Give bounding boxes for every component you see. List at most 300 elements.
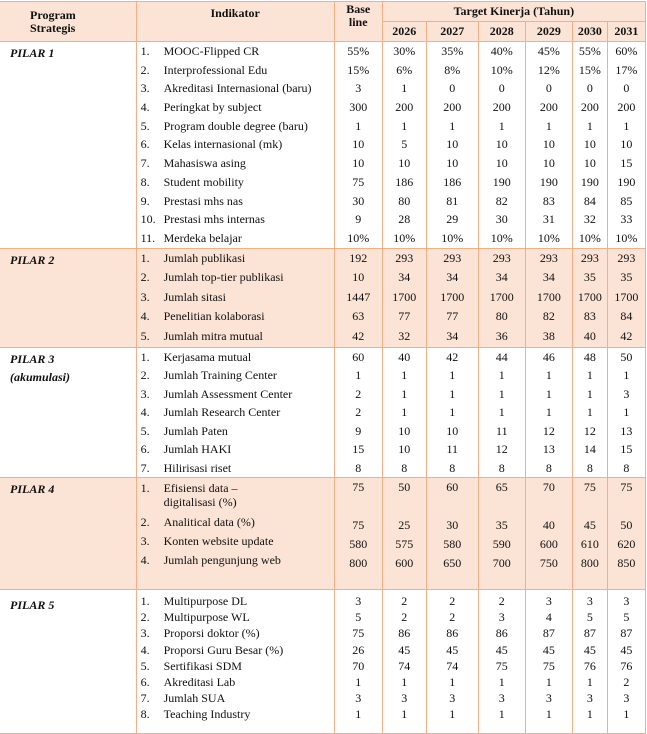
target-value: 87 bbox=[583, 626, 596, 641]
target-values-2031 bbox=[607, 478, 645, 590]
baseline-value: 30 bbox=[352, 193, 365, 208]
indikator-item bbox=[137, 706, 334, 722]
target-value: 10 bbox=[583, 137, 596, 152]
target-value: 190 bbox=[580, 174, 599, 189]
baseline-value: 10 bbox=[352, 137, 365, 152]
target-value: 84 bbox=[620, 309, 633, 324]
target-value: 293 bbox=[443, 250, 462, 265]
target-value: 0 bbox=[449, 81, 456, 96]
target-value: 200 bbox=[617, 100, 636, 115]
indikator-item bbox=[137, 593, 334, 609]
indikator-item bbox=[137, 307, 334, 327]
indikator-label: Program double degree (baru) bbox=[163, 118, 308, 133]
target-value: 10% bbox=[490, 62, 513, 77]
target-value: 1 bbox=[401, 675, 408, 689]
baseline-value: 75 bbox=[352, 626, 365, 641]
indikator-item bbox=[137, 42, 334, 61]
indikator-item bbox=[137, 625, 334, 641]
target-value: 13 bbox=[542, 442, 555, 457]
target-value: 10 bbox=[398, 423, 411, 438]
target-value: 610 bbox=[580, 537, 599, 552]
baseline-value: 300 bbox=[349, 100, 368, 115]
header-program-strategis: Program Strategis bbox=[0, 2, 136, 42]
header-year-2030: 2030 bbox=[572, 22, 607, 42]
indikator-number: 2. bbox=[140, 270, 150, 285]
target-value: 32 bbox=[398, 328, 411, 343]
target-value: 80 bbox=[495, 309, 508, 324]
target-value: 77 bbox=[398, 309, 411, 324]
target-value: 1 bbox=[449, 368, 456, 383]
target-values-2026 bbox=[382, 590, 426, 734]
baseline-value: 1 bbox=[355, 675, 362, 689]
target-value: 0 bbox=[586, 81, 593, 96]
target-value: 86 bbox=[446, 626, 459, 641]
target-value: 45 bbox=[620, 642, 633, 657]
indikator-label: Penelitian kolaborasi bbox=[163, 309, 265, 324]
indikator-label: Jumlah Research Center bbox=[163, 405, 281, 420]
target-value: 17% bbox=[615, 62, 638, 77]
baseline-value: 10 bbox=[352, 270, 365, 285]
target-value: 15 bbox=[620, 156, 633, 171]
baseline-value: 63 bbox=[352, 309, 365, 324]
indikator-number: 7. bbox=[140, 691, 150, 706]
target-value: 200 bbox=[580, 100, 599, 115]
baseline-value: 55% bbox=[347, 44, 370, 58]
target-value: 1 bbox=[545, 405, 552, 420]
indikator-label: Sertifikasi SDM bbox=[163, 658, 242, 673]
target-value: 293 bbox=[617, 250, 636, 265]
target-value: 3 bbox=[498, 610, 505, 625]
target-value: 1700 bbox=[536, 289, 561, 304]
indikator-label: Analitical data (%) bbox=[163, 515, 255, 530]
indikator-label: Akreditasi Lab bbox=[163, 675, 236, 689]
target-value: 1 bbox=[498, 707, 505, 722]
indikator-label: Jumlah SUA bbox=[163, 691, 226, 706]
target-value: 10 bbox=[398, 156, 411, 171]
target-value: 31 bbox=[542, 212, 555, 227]
baseline-value: 3 bbox=[355, 81, 362, 96]
target-value: 1 bbox=[449, 118, 456, 133]
target-value: 1 bbox=[449, 707, 456, 722]
target-value: 1 bbox=[623, 368, 630, 383]
baseline-value: 1 bbox=[355, 707, 362, 722]
target-value: 600 bbox=[395, 556, 414, 571]
target-value: 190 bbox=[539, 174, 558, 189]
target-value: 35 bbox=[583, 270, 596, 285]
indikator-label: Konten website update bbox=[163, 534, 274, 549]
target-value: 35% bbox=[441, 44, 464, 58]
indikator-item bbox=[137, 249, 334, 269]
target-value: 84 bbox=[583, 193, 596, 208]
target-values-2030 bbox=[572, 248, 607, 347]
indikator-label: Multipurpose WL bbox=[163, 610, 250, 625]
target-value: 2 bbox=[401, 594, 408, 609]
target-values-2028 bbox=[478, 42, 525, 249]
target-value: 35 bbox=[620, 270, 633, 285]
target-value: 293 bbox=[580, 250, 599, 265]
pilar-name bbox=[0, 347, 136, 478]
target-value: 1 bbox=[623, 118, 630, 133]
target-value: 40 bbox=[542, 518, 555, 533]
indikator-label: Teaching Industry bbox=[163, 707, 251, 722]
target-value: 1 bbox=[401, 118, 408, 133]
target-value: 75 bbox=[495, 658, 508, 673]
target-value: 42 bbox=[620, 328, 633, 343]
baseline-value: 60 bbox=[352, 349, 365, 364]
target-value: 1 bbox=[545, 386, 552, 401]
target-value: 40 bbox=[398, 349, 411, 364]
indikator-label: Jumlah Assessment Center bbox=[163, 386, 293, 401]
baseline-value: 15% bbox=[347, 62, 370, 77]
target-value: 1 bbox=[586, 386, 593, 401]
indikator-number: 11. bbox=[140, 230, 156, 245]
target-value: 65 bbox=[495, 480, 508, 495]
target-value: 200 bbox=[492, 100, 511, 115]
indikator-item bbox=[137, 348, 334, 367]
indikator-item bbox=[137, 440, 334, 459]
baseline-value: 1 bbox=[355, 118, 362, 133]
header-indikator: Indikator bbox=[136, 2, 334, 42]
target-value: 1 bbox=[586, 707, 593, 722]
target-value: 30 bbox=[495, 212, 508, 227]
indikator-item bbox=[137, 288, 334, 308]
indikator-number: 7. bbox=[140, 460, 150, 475]
target-value: 10 bbox=[446, 156, 459, 171]
target-value: 6% bbox=[396, 62, 413, 77]
header-year-2029: 2029 bbox=[525, 22, 572, 42]
target-value: 40% bbox=[490, 44, 513, 58]
target-value: 1 bbox=[623, 707, 630, 722]
indikator-item bbox=[137, 173, 334, 192]
target-values-2029 bbox=[525, 248, 572, 347]
indikator-number: 7. bbox=[140, 156, 150, 171]
target-value: 82 bbox=[495, 193, 508, 208]
target-value: 5 bbox=[401, 137, 408, 152]
indikator-label: Jumlah publikasi bbox=[163, 250, 246, 265]
target-value: 8 bbox=[586, 460, 593, 475]
indikator-number: 6. bbox=[140, 442, 150, 457]
indikator-item bbox=[137, 642, 334, 658]
target-value: 5 bbox=[586, 610, 593, 625]
target-value: 1 bbox=[498, 405, 505, 420]
baseline-value: 75 bbox=[352, 480, 365, 495]
target-value: 1 bbox=[401, 707, 408, 722]
target-value: 29 bbox=[446, 212, 459, 227]
target-value: 11 bbox=[496, 423, 508, 438]
indikator-number: 1. bbox=[140, 250, 150, 265]
indikator-item bbox=[137, 61, 334, 80]
target-value: 87 bbox=[542, 626, 555, 641]
target-value: 1 bbox=[498, 675, 505, 689]
indikator-number: 8. bbox=[140, 174, 150, 189]
indikator-item bbox=[137, 478, 334, 515]
indikator-number: 9. bbox=[140, 193, 150, 208]
target-value: 1 bbox=[449, 675, 456, 689]
target-value: 293 bbox=[539, 250, 558, 265]
target-value: 1700 bbox=[577, 289, 602, 304]
indikator-label: Jumlah HAKI bbox=[163, 442, 232, 457]
target-value: 76 bbox=[583, 658, 596, 673]
indikator-item bbox=[137, 79, 334, 98]
target-value: 35 bbox=[495, 518, 508, 533]
indikator-label: Prestasi mhs internas bbox=[163, 212, 265, 227]
target-value: 1700 bbox=[392, 289, 417, 304]
indikator-label: Mahasiswa asing bbox=[163, 156, 246, 171]
baseline-value: 75 bbox=[352, 174, 365, 189]
target-values-2029 bbox=[525, 347, 572, 478]
target-value: 1 bbox=[586, 405, 593, 420]
target-value: 4 bbox=[545, 610, 552, 625]
target-value: 85 bbox=[620, 193, 633, 208]
target-value: 700 bbox=[492, 556, 511, 571]
target-values-2026 bbox=[382, 347, 426, 478]
target-value: 2 bbox=[498, 594, 505, 609]
target-value: 2 bbox=[449, 610, 456, 625]
target-value: 620 bbox=[617, 537, 636, 552]
indikator-label: Akreditasi Internasional (baru) bbox=[163, 81, 312, 96]
target-value: 3 bbox=[545, 691, 552, 706]
target-value: 1 bbox=[545, 675, 552, 689]
target-value: 3 bbox=[498, 691, 505, 706]
pilar-name bbox=[0, 248, 136, 347]
target-kinerja-table bbox=[0, 1, 646, 734]
header-year-2031: 2031 bbox=[607, 22, 645, 42]
target-value: 30% bbox=[393, 44, 416, 58]
target-values-2029 bbox=[525, 478, 572, 590]
target-value: 86 bbox=[495, 626, 508, 641]
target-value: 45 bbox=[446, 642, 459, 657]
target-value: 75 bbox=[620, 480, 633, 495]
indikator-item bbox=[137, 459, 334, 478]
target-value: 50 bbox=[398, 480, 411, 495]
target-values-2027 bbox=[426, 248, 478, 347]
target-value: 800 bbox=[580, 556, 599, 571]
pilar-subtitle: (akumulasi) bbox=[10, 369, 71, 384]
target-value: 8 bbox=[449, 460, 456, 475]
target-values-2027 bbox=[426, 590, 478, 734]
target-value: 10% bbox=[615, 230, 638, 245]
baseline-values bbox=[334, 248, 382, 347]
target-values-2030 bbox=[572, 590, 607, 734]
indikator-number: 5. bbox=[140, 118, 150, 133]
target-value: 5 bbox=[623, 610, 630, 625]
target-value: 74 bbox=[446, 658, 459, 673]
baseline-value: 3 bbox=[355, 691, 362, 706]
baseline-values bbox=[334, 478, 382, 590]
target-value: 10 bbox=[542, 156, 555, 171]
indikator-item bbox=[137, 658, 334, 674]
indikator-label: Jumlah Paten bbox=[163, 423, 228, 438]
target-value: 186 bbox=[395, 174, 414, 189]
target-value: 74 bbox=[398, 658, 411, 673]
target-value: 45 bbox=[542, 642, 555, 657]
target-value: 0 bbox=[498, 81, 505, 96]
target-value: 1700 bbox=[440, 289, 465, 304]
target-value: 10 bbox=[398, 442, 411, 457]
indikator-number: 1. bbox=[140, 481, 150, 496]
target-value: 80 bbox=[398, 193, 411, 208]
indikator-list bbox=[136, 590, 334, 734]
target-value: 293 bbox=[492, 250, 511, 265]
target-value: 60 bbox=[446, 480, 459, 495]
pilar-row bbox=[0, 248, 646, 347]
target-values-2028 bbox=[478, 347, 525, 478]
indikator-number: 6. bbox=[140, 137, 150, 152]
baseline-values bbox=[334, 590, 382, 734]
target-value: 45 bbox=[583, 518, 596, 533]
target-value: 186 bbox=[443, 174, 462, 189]
target-value: 44 bbox=[495, 349, 508, 364]
pilar-row bbox=[0, 590, 646, 734]
indikator-label: Interprofessional Edu bbox=[163, 62, 268, 77]
indikator-item bbox=[137, 268, 334, 288]
target-value: 60% bbox=[615, 44, 638, 58]
target-value: 8 bbox=[623, 460, 630, 475]
indikator-label: Prestasi mhs nas bbox=[163, 193, 243, 208]
baseline-value: 192 bbox=[349, 250, 368, 265]
target-value: 580 bbox=[443, 537, 462, 552]
target-value: 0 bbox=[623, 81, 630, 96]
indikator-label: Multipurpose DL bbox=[163, 594, 248, 609]
target-value: 32 bbox=[583, 212, 596, 227]
baseline-value: 5 bbox=[355, 610, 362, 625]
target-value: 1 bbox=[623, 405, 630, 420]
indikator-item bbox=[137, 117, 334, 136]
target-value: 10 bbox=[542, 137, 555, 152]
target-value: 34 bbox=[542, 270, 555, 285]
target-value: 1 bbox=[586, 118, 593, 133]
target-value: 3 bbox=[545, 594, 552, 609]
indikator-item bbox=[137, 690, 334, 706]
baseline-value: 9 bbox=[355, 423, 362, 438]
baseline-value: 75 bbox=[352, 518, 365, 533]
indikator-label: Student mobility bbox=[163, 174, 244, 189]
target-values-2030 bbox=[572, 347, 607, 478]
target-values-2027 bbox=[426, 478, 478, 590]
indikator-number: 8. bbox=[140, 707, 150, 722]
target-value: 10 bbox=[446, 423, 459, 438]
target-value: 13 bbox=[620, 423, 633, 438]
target-value: 34 bbox=[446, 328, 459, 343]
indikator-list bbox=[136, 478, 334, 590]
target-value: 1 bbox=[498, 368, 505, 383]
target-value: 8% bbox=[444, 62, 461, 77]
indikator-item bbox=[137, 609, 334, 625]
baseline-value: 1 bbox=[355, 368, 362, 383]
indikator-label: Jumlah top-tier publikasi bbox=[163, 270, 284, 285]
indikator-number: 4. bbox=[140, 553, 150, 568]
target-value: 190 bbox=[492, 174, 511, 189]
indikator-list bbox=[136, 248, 334, 347]
baseline-value: 26 bbox=[352, 642, 365, 657]
target-value: 10 bbox=[495, 156, 508, 171]
target-value: 2 bbox=[449, 594, 456, 609]
target-value: 77 bbox=[446, 309, 459, 324]
target-value: 46 bbox=[542, 349, 555, 364]
pilar-row bbox=[0, 42, 646, 249]
target-value: 12 bbox=[495, 442, 508, 457]
target-value: 1 bbox=[586, 675, 593, 689]
target-value: 10% bbox=[441, 230, 464, 245]
target-values-2026 bbox=[382, 42, 426, 249]
indikator-number: 5. bbox=[140, 658, 150, 673]
target-value: 76 bbox=[620, 658, 633, 673]
target-value: 50 bbox=[620, 518, 633, 533]
target-value: 8 bbox=[545, 460, 552, 475]
indikator-number: 3. bbox=[140, 386, 150, 401]
baseline-value: 42 bbox=[352, 328, 365, 343]
pilar-name bbox=[0, 478, 136, 590]
header-target-kinerja: Target Kinerja (Tahun) bbox=[382, 2, 645, 22]
target-value: 2 bbox=[623, 675, 630, 689]
target-value: 50 bbox=[620, 349, 633, 364]
target-value: 750 bbox=[539, 556, 558, 571]
target-value: 1 bbox=[401, 368, 408, 383]
target-values-2026 bbox=[382, 248, 426, 347]
target-value: 33 bbox=[620, 212, 633, 227]
target-value: 45 bbox=[495, 642, 508, 657]
target-value: 3 bbox=[449, 691, 456, 706]
target-value: 1 bbox=[498, 118, 505, 133]
target-value: 3 bbox=[623, 691, 630, 706]
baseline-value: 9 bbox=[355, 212, 362, 227]
target-value: 3 bbox=[586, 594, 593, 609]
target-value: 1 bbox=[449, 386, 456, 401]
indikator-number: 2. bbox=[140, 515, 150, 530]
target-value: 45 bbox=[583, 642, 596, 657]
target-value: 36 bbox=[495, 328, 508, 343]
target-value: 12 bbox=[542, 423, 555, 438]
indikator-item bbox=[137, 422, 334, 441]
target-value: 1700 bbox=[614, 289, 639, 304]
target-value: 45 bbox=[398, 642, 411, 657]
target-value: 81 bbox=[446, 193, 459, 208]
indikator-number: 2. bbox=[140, 62, 150, 77]
baseline-value: 800 bbox=[349, 556, 368, 571]
baseline-value: 2 bbox=[355, 405, 362, 420]
baseline-value: 580 bbox=[349, 537, 368, 552]
target-value: 1 bbox=[545, 118, 552, 133]
target-values-2031 bbox=[607, 248, 645, 347]
indikator-number: 6. bbox=[140, 675, 150, 689]
target-value: 1 bbox=[545, 368, 552, 383]
indikator-number: 10. bbox=[140, 212, 156, 227]
indikator-number: 4. bbox=[140, 100, 150, 115]
target-values-2031 bbox=[607, 590, 645, 734]
indikator-number: 3. bbox=[140, 534, 150, 549]
target-value: 3 bbox=[623, 386, 630, 401]
pilar-title: PILAR 1 bbox=[10, 46, 55, 60]
indikator-label: Proporsi doktor (%) bbox=[163, 626, 260, 641]
target-value: 600 bbox=[539, 537, 558, 552]
baseline-value: 8 bbox=[355, 460, 362, 475]
target-value: 8 bbox=[401, 460, 408, 475]
target-value: 34 bbox=[446, 270, 459, 285]
indikator-number: 5. bbox=[140, 423, 150, 438]
indikator-item bbox=[137, 154, 334, 173]
header-year-2026: 2026 bbox=[382, 22, 426, 42]
target-value: 293 bbox=[395, 250, 414, 265]
indikator-number: 1. bbox=[140, 44, 150, 58]
pilar-row bbox=[0, 478, 646, 590]
indikator-number: 3. bbox=[140, 289, 150, 304]
indikator-list bbox=[136, 42, 334, 249]
target-value: 10 bbox=[620, 137, 633, 152]
target-value: 86 bbox=[398, 626, 411, 641]
pilar-name bbox=[0, 590, 136, 734]
target-value: 82 bbox=[542, 309, 555, 324]
target-value: 1700 bbox=[489, 289, 514, 304]
